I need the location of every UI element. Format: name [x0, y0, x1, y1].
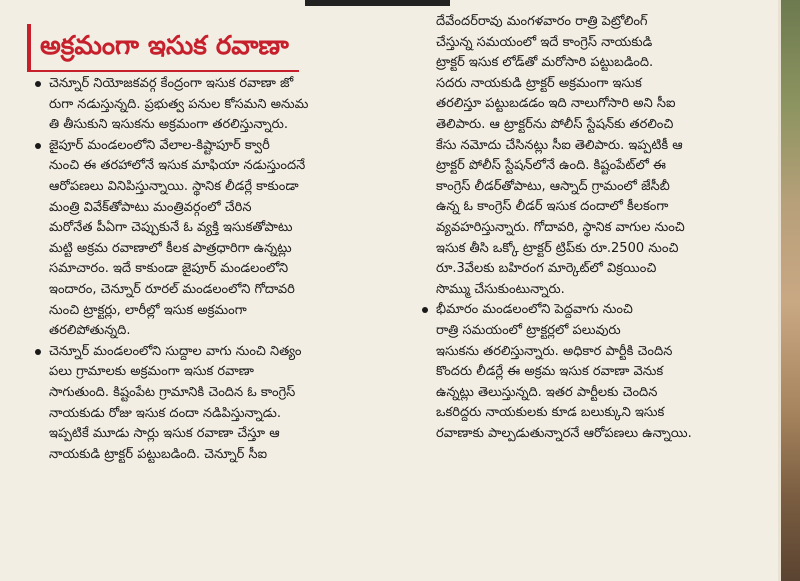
- bullet-icon: [422, 307, 428, 313]
- right-column: [420, 12, 770, 444]
- text-line: కేసు నమోదు చేసినట్లు సీఐ తెలిపారు. ఇప్పటికీ ఆ: [436, 137, 683, 153]
- text-line: రూ.3వేలకు బహిరంగ మార్కెట్‌లో విక్రయించి: [436, 261, 657, 277]
- text-line: ఇసుక తీసి ఒక్కో ట్రాక్టర్ ట్రిప్‌కు రూ.2500 నుంచి: [436, 240, 679, 256]
- text-line: జైపూర్ మండలంలోని వేలాల-కిష్టాపూర్ క్వారీ: [49, 137, 270, 153]
- text-line: వ్యవహరిస్తున్నారు. గోదావరి, స్థానిక వాగుల నుంచి: [436, 219, 685, 235]
- bullet-icon: [35, 143, 41, 149]
- text-line: చేస్తున్న సమయంలో ఇదే కాంగ్రెస్ నాయకుడి: [436, 34, 653, 50]
- text-line: సొమ్ము చేసుకుంటున్నారు.: [436, 281, 565, 297]
- text-line: తరలిస్తూ పట్టుబడడం ఇది నాలుగోసారి అని సీఐ: [436, 96, 676, 112]
- text-line: సాగుతుంది. కిష్టంపేట గ్రామానికి చెందిన ఓ కాంగ్రెస్: [49, 384, 296, 400]
- text-line: ఉన్నట్లు తెలుస్తున్నది. ఇతర పార్టీలకు చెందిన: [436, 384, 658, 400]
- text-line: తెలిపారు. ఆ ట్రాక్టర్‌ను పోలీస్ స్టేషన్‌కు తరలించి: [436, 116, 674, 132]
- text-line: తి తీసుకుని ఇసుకను అక్రమంగా తరలిస్తున్నారు.: [49, 117, 288, 133]
- text-line: మరోనేత పీఏగా చెప్పుకునే ఓ వ్యక్తి ఇసుకతోపాటు: [49, 220, 293, 236]
- text-line: కొందరు లీడర్లే ఈ అక్రమ ఇసుక రవాణా వెనుక: [436, 364, 664, 380]
- text-line: భీమారం మండలంలోని పెద్దవాగు నుంచి: [436, 302, 633, 318]
- text-line: సదరు నాయకుడి ట్రాక్టర్ అక్రమంగా ఇసుక: [436, 75, 642, 91]
- text-line: చెన్నూర్ నియోజకవర్గ కేంద్రంగా ఇసుక రవాణా జో: [49, 76, 294, 91]
- text-line: నుంచి ఈ తరహాలోనే ఇసుక మాఫియా నడుస్తుందనే: [49, 158, 306, 174]
- text-line: రవాణాకు పాల్పడుతున్నారనే ఆరోపణలు ఉన్నాయి.: [436, 425, 692, 441]
- paragraph: [420, 12, 770, 300]
- text-line: ఇందారం, చెన్నూర్ రూరల్ మండలంలోని గోదావరి: [49, 281, 295, 297]
- bullet-icon: [35, 81, 41, 87]
- text-line: ట్రాక్టర్ పోలీస్ స్టేషన్‌లోనే ఉంది. కిష్టంపేట్‌లో ఈ: [436, 158, 666, 174]
- text-line: చెన్నూర్ మండలంలోని సుద్దాల వాగు నుంచి నిత్యం: [49, 343, 302, 359]
- top-rule: [305, 0, 450, 6]
- headline-underline: [27, 70, 299, 72]
- text-line: ఇసుకను తరలిస్తున్నారు. అధికార పార్టీకి చెందిన: [436, 343, 673, 359]
- paragraph: [33, 136, 393, 342]
- text-line: ట్రాక్టర్ ఇసుక లోడ్‌తో మరోసారి పట్టుబడింది.: [436, 55, 654, 71]
- text-line: నాయకుడి ట్రాక్టర్ పట్టుబడింది. చెన్నూర్ సీఐ: [49, 446, 268, 462]
- text-line: దేవేందర్‌రావు మంగళవారం రాత్రి పెట్రోలింగ్: [436, 14, 648, 29]
- headline: అక్రమంగా ఇసుక రవాణా: [40, 31, 289, 61]
- text-line: సమాచారం. ఇదే కాకుండా జైపూర్ మండలంలోని: [49, 261, 289, 277]
- paragraph: [33, 74, 393, 136]
- text-line: మంత్రి వివేక్‌తోపాటు మంత్రివర్గంలో చేరిన: [49, 199, 252, 215]
- text-line: ఒకరిద్దరు నాయకులకు కూడ బలుక్కుని ఇసుక: [436, 405, 665, 421]
- text-line: ఇప్పటికే మూడు సార్లు ఇసుక రవాణా చేస్తూ ఆ: [49, 426, 280, 442]
- text-line: తరలిపోతున్నది.: [49, 323, 131, 339]
- text-line: ఆరోపణలు వినిపిస్తున్నాయి. స్థానిక లీడర్లే కాకుండా: [49, 178, 299, 194]
- adjacent-photo: [778, 0, 800, 581]
- text-line: నుంచి ట్రాక్టర్లు, లారీల్లో ఇసుక అక్రమంగా: [49, 302, 247, 318]
- paragraph: [33, 342, 393, 466]
- text-line: మట్టి అక్రమ రవాణాలో కీలక పాత్రధారిగా ఉన్నట్లు: [49, 240, 292, 256]
- paragraph: [420, 300, 770, 444]
- text-line: రుగా నడుస్తున్నది. ప్రభుత్వ పనుల కోసమని అనుమ: [49, 96, 309, 112]
- left-column: [33, 74, 393, 465]
- text-line: ఉన్న ఓ కాంగ్రెస్ లీడర్ ఇసుక దందాలో కీలకంగా: [436, 199, 669, 215]
- bullet-icon: [35, 349, 41, 355]
- text-line: రాత్రి సమయంలో ట్రాక్టర్లలో పలువురు: [436, 322, 621, 338]
- text-line: నాయకుడు రోజు ఇసుక దందా నడిపిస్తున్నాడు.: [49, 405, 281, 421]
- text-line: పలు గ్రామాలకు అక్రమంగా ఇసుక రవాణా: [49, 364, 254, 380]
- text-line: కాంగ్రెస్ లీడర్‌తోపాటు, ఆస్నాద్ గ్రామంలో జేసీబీ: [436, 178, 670, 194]
